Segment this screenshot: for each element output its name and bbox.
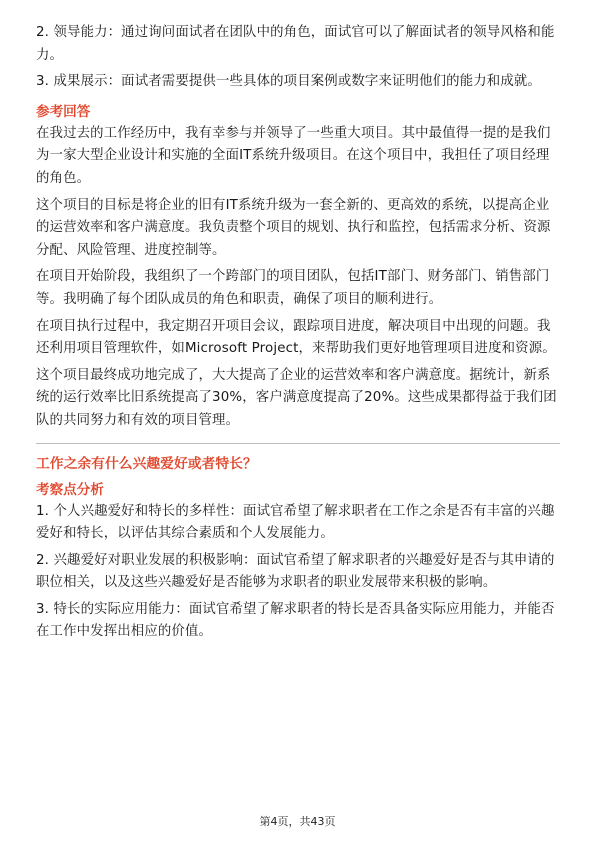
- analysis-item: 3. 特长的实际应用能力：面试官希望了解求职者的特长是否具备实际应用能力，并能否在工作中发挥出相应的价值。: [36, 601, 555, 640]
- reference-paragraph: 在项目开始阶段，我组织了一个跨部门的项目团队，包括IT部门、财务部门、销售部门等。我明确了每个团队成员的角色和职责，确保了项目的顺利进行。: [36, 269, 550, 307]
- reference-paragraph: 在项目执行过程中，我定期召开项目会议，跟踪项目进度，解决项目中出现的问题。我还利用项目管理软件，如Microsoft Project，来帮助我们更好地管理项目进度和资源。: [36, 318, 556, 357]
- reference-answer-heading: 参考回答: [36, 103, 91, 120]
- reference-paragraph: 在我过去的工作经历中，我有幸参与并领导了一些重大项目。其中最值得一提的是我们为一家大型企业设计和实施的全面IT系统升级项目。在这个项目中，我担任了项目经理的角色。: [36, 125, 551, 186]
- analysis-item: 2. 兴趣爱好对职业发展的积极影响：面试官希望了解求职者的兴趣爱好是否与其申请的职位相关，以及这些兴趣爱好是否能够为求职者的职业发展带来积极的影响。: [36, 552, 555, 591]
- reference-paragraph: 这个项目最终成功地完成了，大大提高了企业的运营效率和客户满意度。据统计，新系统的运行效率比旧系统提高了30%，客户满意度提高了20%。这些成果都得益于我们团队的共同努力和有效的项目管理。: [36, 367, 557, 428]
- list-item-results: 3. 成果展示：面试者需要提供一些具体的项目案例或数字来证明他们的能力和成就。: [36, 74, 541, 90]
- list-item-leadership: 2. 领导能力：通过询问面试者在团队中的角色，面试官可以了解面试者的领导风格和能力。: [36, 25, 555, 63]
- reference-paragraph: 这个项目的目标是将企业的旧有IT系统升级为一套全新的、更高效的系统，以提高企业的运营效率和客户满意度。我负责整个项目的规划、执行和监控，包括需求分析、资源分配、风险管理、进度控制等。: [36, 197, 551, 258]
- section-divider: [36, 443, 560, 444]
- document-page: [36, 22, 560, 644]
- page-number-footer: 第4页，共43页: [259, 815, 336, 828]
- analysis-heading: 考察点分析: [36, 481, 104, 498]
- interview-question: 工作之余有什么兴趣爱好或者特长？: [36, 455, 257, 472]
- analysis-item: 1. 个人兴趣爱好和特长的多样性：面试官希望了解求职者在工作之余是否有丰富的兴趣爱好和特长，以评估其综合素质和个人发展能力。: [36, 503, 555, 542]
